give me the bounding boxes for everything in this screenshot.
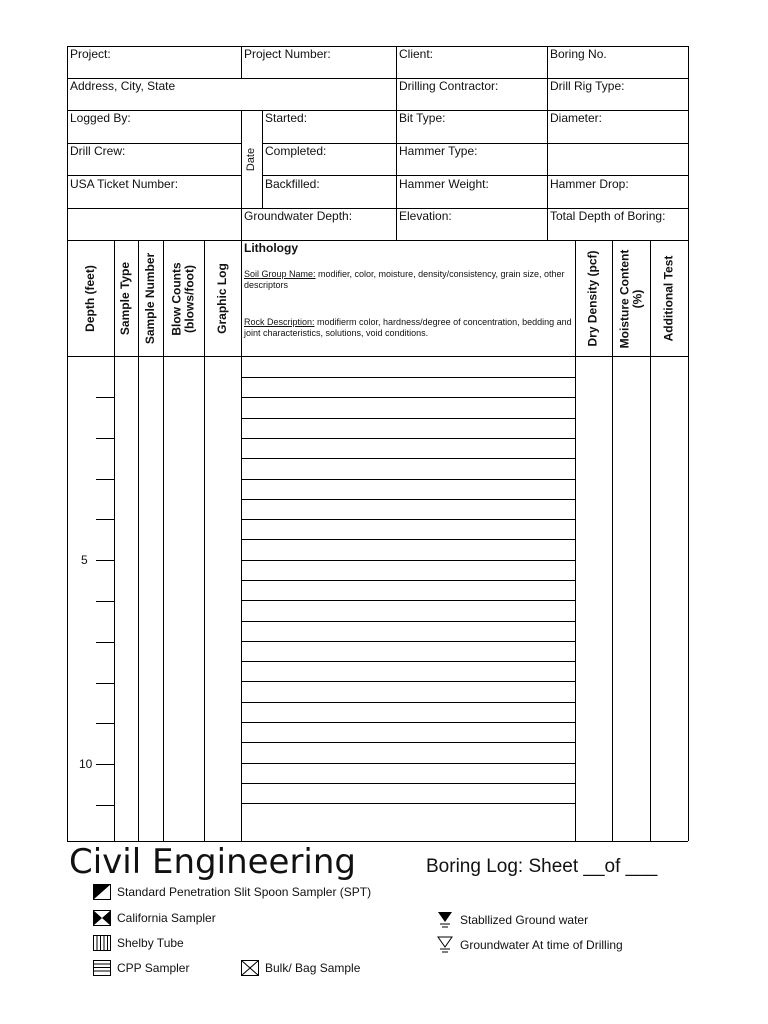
field-client: Client: <box>399 47 434 61</box>
field-diameter: Diameter: <box>550 111 603 125</box>
field-address: Address, City, State <box>70 79 176 93</box>
cpp-sampler-icon <box>93 960 111 976</box>
lithology-rule <box>241 458 575 459</box>
lithology-rule <box>241 418 575 419</box>
rule <box>241 240 242 841</box>
legend-gw-drilling: Groundwater At time of Drilling <box>436 936 623 954</box>
lithology-rule <box>241 742 575 743</box>
field-drill-rig-type: Drill Rig Type: <box>550 79 625 93</box>
rule <box>67 46 68 841</box>
lithology-rule <box>241 560 575 561</box>
groundwater-drilling-icon <box>436 936 454 954</box>
lithology-rule <box>241 397 575 398</box>
lithology-rule <box>241 580 575 581</box>
legend-stabilized: Stabllized Ground water <box>436 911 588 929</box>
rule <box>67 356 688 357</box>
field-project-number: Project Number: <box>244 47 331 61</box>
depth-tick <box>96 601 114 602</box>
col-additional-test: Additional Test <box>661 255 676 342</box>
date-label: Date <box>245 147 257 171</box>
field-drill-crew: Drill Crew: <box>70 144 126 158</box>
col-sample-number: Sample Number <box>143 252 158 345</box>
depth-tick <box>96 642 114 643</box>
field-drilling-contractor: Drilling Contractor: <box>399 79 499 93</box>
legend-bulk: Bulk/ Bag Sample <box>241 960 360 976</box>
soil-group-text: Soil Group Name: modifier, color, moisture, density/consistency, grain size, other descriptors <box>244 269 565 290</box>
california-sampler-icon <box>93 910 111 926</box>
field-completed: Completed: <box>265 144 327 158</box>
field-hammer-type: Hammer Type: <box>399 144 478 158</box>
field-elevation: Elevation: <box>399 209 452 223</box>
lithology-rule <box>241 519 575 520</box>
col-blow-counts: Blow Counts (blows/foot) <box>169 261 197 336</box>
stabilized-groundwater-icon <box>436 911 454 929</box>
col-depth: Depth (feet) <box>83 265 98 332</box>
rule <box>262 175 688 176</box>
lithology-rule <box>241 681 575 682</box>
lithology-rule <box>241 722 575 723</box>
depth-tick <box>96 479 114 480</box>
depth-tick <box>96 805 114 806</box>
depth-tick <box>96 519 114 520</box>
field-started: Started: <box>265 111 308 125</box>
rule <box>67 175 241 176</box>
lithology-header <box>244 241 572 339</box>
lithology-rule <box>241 479 575 480</box>
shelby-tube-icon <box>93 935 111 951</box>
spt-icon <box>93 884 111 900</box>
depth-tick <box>96 397 114 398</box>
lithology-rule <box>241 763 575 764</box>
depth-tick <box>96 683 114 684</box>
legend-cpp: CPP Sampler <box>93 960 189 976</box>
field-hammer-weight: Hammer Weight: <box>399 177 489 191</box>
legend-california: California Sampler <box>93 910 216 926</box>
lithology-title: Lithology <box>244 241 298 255</box>
col-dry-density: Dry Density (pcf) <box>586 250 600 347</box>
field-usa-ticket: USA Ticket Number: <box>70 177 179 191</box>
legend-spt: Standard Penetration Slit Spoon Sampler (SPT) <box>93 884 371 900</box>
field-bit-type: Bit Type: <box>399 111 446 125</box>
depth-label-5: 5 <box>81 553 88 567</box>
lithology-rule <box>241 438 575 439</box>
lithology-rule <box>241 600 575 601</box>
col-sample-type: Sample Type <box>118 261 133 336</box>
lithology-rule <box>241 661 575 662</box>
col-moisture-content: Moisture Content (%) <box>617 249 645 348</box>
bulk-bag-icon <box>241 960 259 976</box>
lithology-rule <box>241 783 575 784</box>
sheet-label: Boring Log: Sheet __of ___ <box>426 856 658 877</box>
field-boring-no: Boring No. <box>550 47 607 61</box>
footer-title: Civil Engineering <box>69 842 357 882</box>
field-backfilled: Backfilled: <box>265 177 320 191</box>
depth-tick <box>96 764 114 765</box>
col-graphic-log: Graphic Log <box>215 263 230 334</box>
lithology-rule <box>241 621 575 622</box>
rule <box>262 110 263 208</box>
lithology-rule <box>241 377 575 378</box>
lithology-rule <box>241 702 575 703</box>
field-project: Project: <box>70 47 111 61</box>
depth-tick <box>96 560 114 561</box>
depth-tick <box>96 438 114 439</box>
lithology-rule <box>241 641 575 642</box>
rule <box>241 46 242 78</box>
rule <box>396 46 397 240</box>
field-logged-by: Logged By: <box>70 111 131 125</box>
lithology-rule <box>241 539 575 540</box>
field-groundwater-depth: Groundwater Depth: <box>244 209 353 223</box>
rock-description-text: Rock Description: modifierm color, hardness/degree of concentration, bedding and joint characteristics, solutions, void conditions. <box>244 317 572 338</box>
field-total-depth: Total Depth of Boring: <box>550 209 666 223</box>
lithology-rule <box>241 499 575 500</box>
depth-tick <box>96 723 114 724</box>
rule <box>688 46 689 841</box>
depth-label-10: 10 <box>79 757 93 771</box>
rule <box>547 46 548 240</box>
field-hammer-drop: Hammer Drop: <box>550 177 629 191</box>
lithology-rule <box>241 803 575 804</box>
legend-shelby: Shelby Tube <box>93 935 184 951</box>
